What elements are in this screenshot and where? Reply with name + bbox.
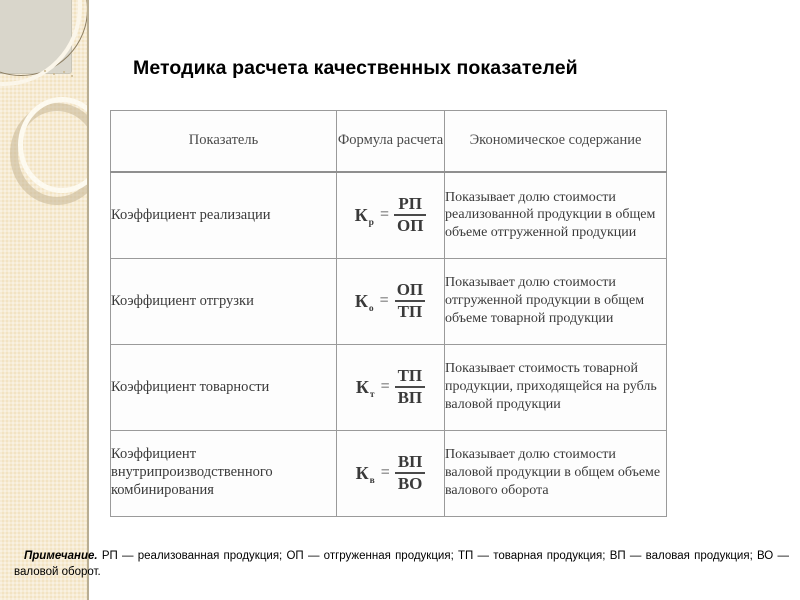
- indicator-name: Коэффициент реализации: [111, 172, 337, 258]
- table-header-row: [111, 111, 667, 173]
- formula-subscript: р: [368, 217, 374, 228]
- table-row: [111, 430, 667, 516]
- indicator-description: Показывает стоимость товарной продукции, приходящейся на рубль валовой продукции: [445, 344, 667, 430]
- indicator-description: Показывает долю стоимости отгруженной продукции в общем объеме товарной продукции: [445, 258, 667, 344]
- footnote: [14, 548, 789, 581]
- footnote-text: РП — реализованная продукция; ОП — отгруженная продукция; ТП — товарная продукция; ВП — валовая продукция; ВО — валовой оборот.: [14, 549, 789, 578]
- indicator-name: Коэффициент внутрипроизводственного комбинирования: [111, 430, 337, 516]
- formula-numerator: ОП: [396, 279, 424, 299]
- indicator-formula: [337, 172, 445, 258]
- formula-denominator: ВП: [395, 386, 426, 407]
- indicator-name: Коэффициент товарности: [111, 344, 337, 430]
- formula-numerator: ТП: [397, 365, 423, 385]
- formula-symbol: $К_в$: [355, 462, 375, 486]
- table-row: [111, 344, 667, 430]
- formula-operator: =: [380, 464, 390, 481]
- formula-numerator: ВП: [397, 451, 423, 471]
- formula-subscript: в: [369, 475, 375, 486]
- formula-fraction: [395, 367, 426, 408]
- formula-operator: =: [380, 378, 390, 395]
- formula-operator: =: [379, 292, 389, 309]
- footnote-lead: Примечание.: [24, 549, 98, 562]
- page-title: Методика расчета качественных показателей: [133, 57, 578, 80]
- formula-fraction: [394, 281, 426, 322]
- column-header-indicator: Показатель: [111, 111, 337, 173]
- column-header-formula: Формула расчета: [337, 111, 445, 173]
- formula-fraction: [394, 195, 426, 236]
- indicator-formula: [337, 430, 445, 516]
- indicator-description: Показывает долю стоимости реализованной продукции в общем объеме отгруженной продукции: [445, 172, 667, 258]
- indicator-formula: [337, 258, 445, 344]
- formula-subscript: о: [368, 303, 374, 314]
- formula-symbol: $К_т$: [355, 376, 375, 400]
- formula-operator: =: [379, 206, 389, 224]
- formula-denominator: ВО: [395, 472, 426, 493]
- formula-symbol: $К_о$: [354, 290, 374, 314]
- formula-denominator: ТП: [395, 300, 426, 321]
- column-header-economic-meaning: Экономическое содержание: [445, 111, 667, 173]
- indicator-description: Показывает долю стоимости валовой продукции в общем объеме валового оборота: [445, 430, 667, 516]
- decorative-side-strip: [0, 0, 89, 600]
- formula-subscript: т: [369, 389, 375, 400]
- decorative-dots: [44, 70, 74, 80]
- formula-denominator: ОП: [394, 214, 426, 235]
- formula-numerator: РП: [398, 193, 422, 213]
- table-row: [111, 258, 667, 344]
- formula-symbol: $К_р$: [354, 204, 374, 228]
- quality-indicators-table: [110, 110, 667, 517]
- indicator-formula: [337, 344, 445, 430]
- indicator-name: Коэффициент отгрузки: [111, 258, 337, 344]
- table-row: [111, 172, 667, 258]
- formula-fraction: [395, 453, 426, 494]
